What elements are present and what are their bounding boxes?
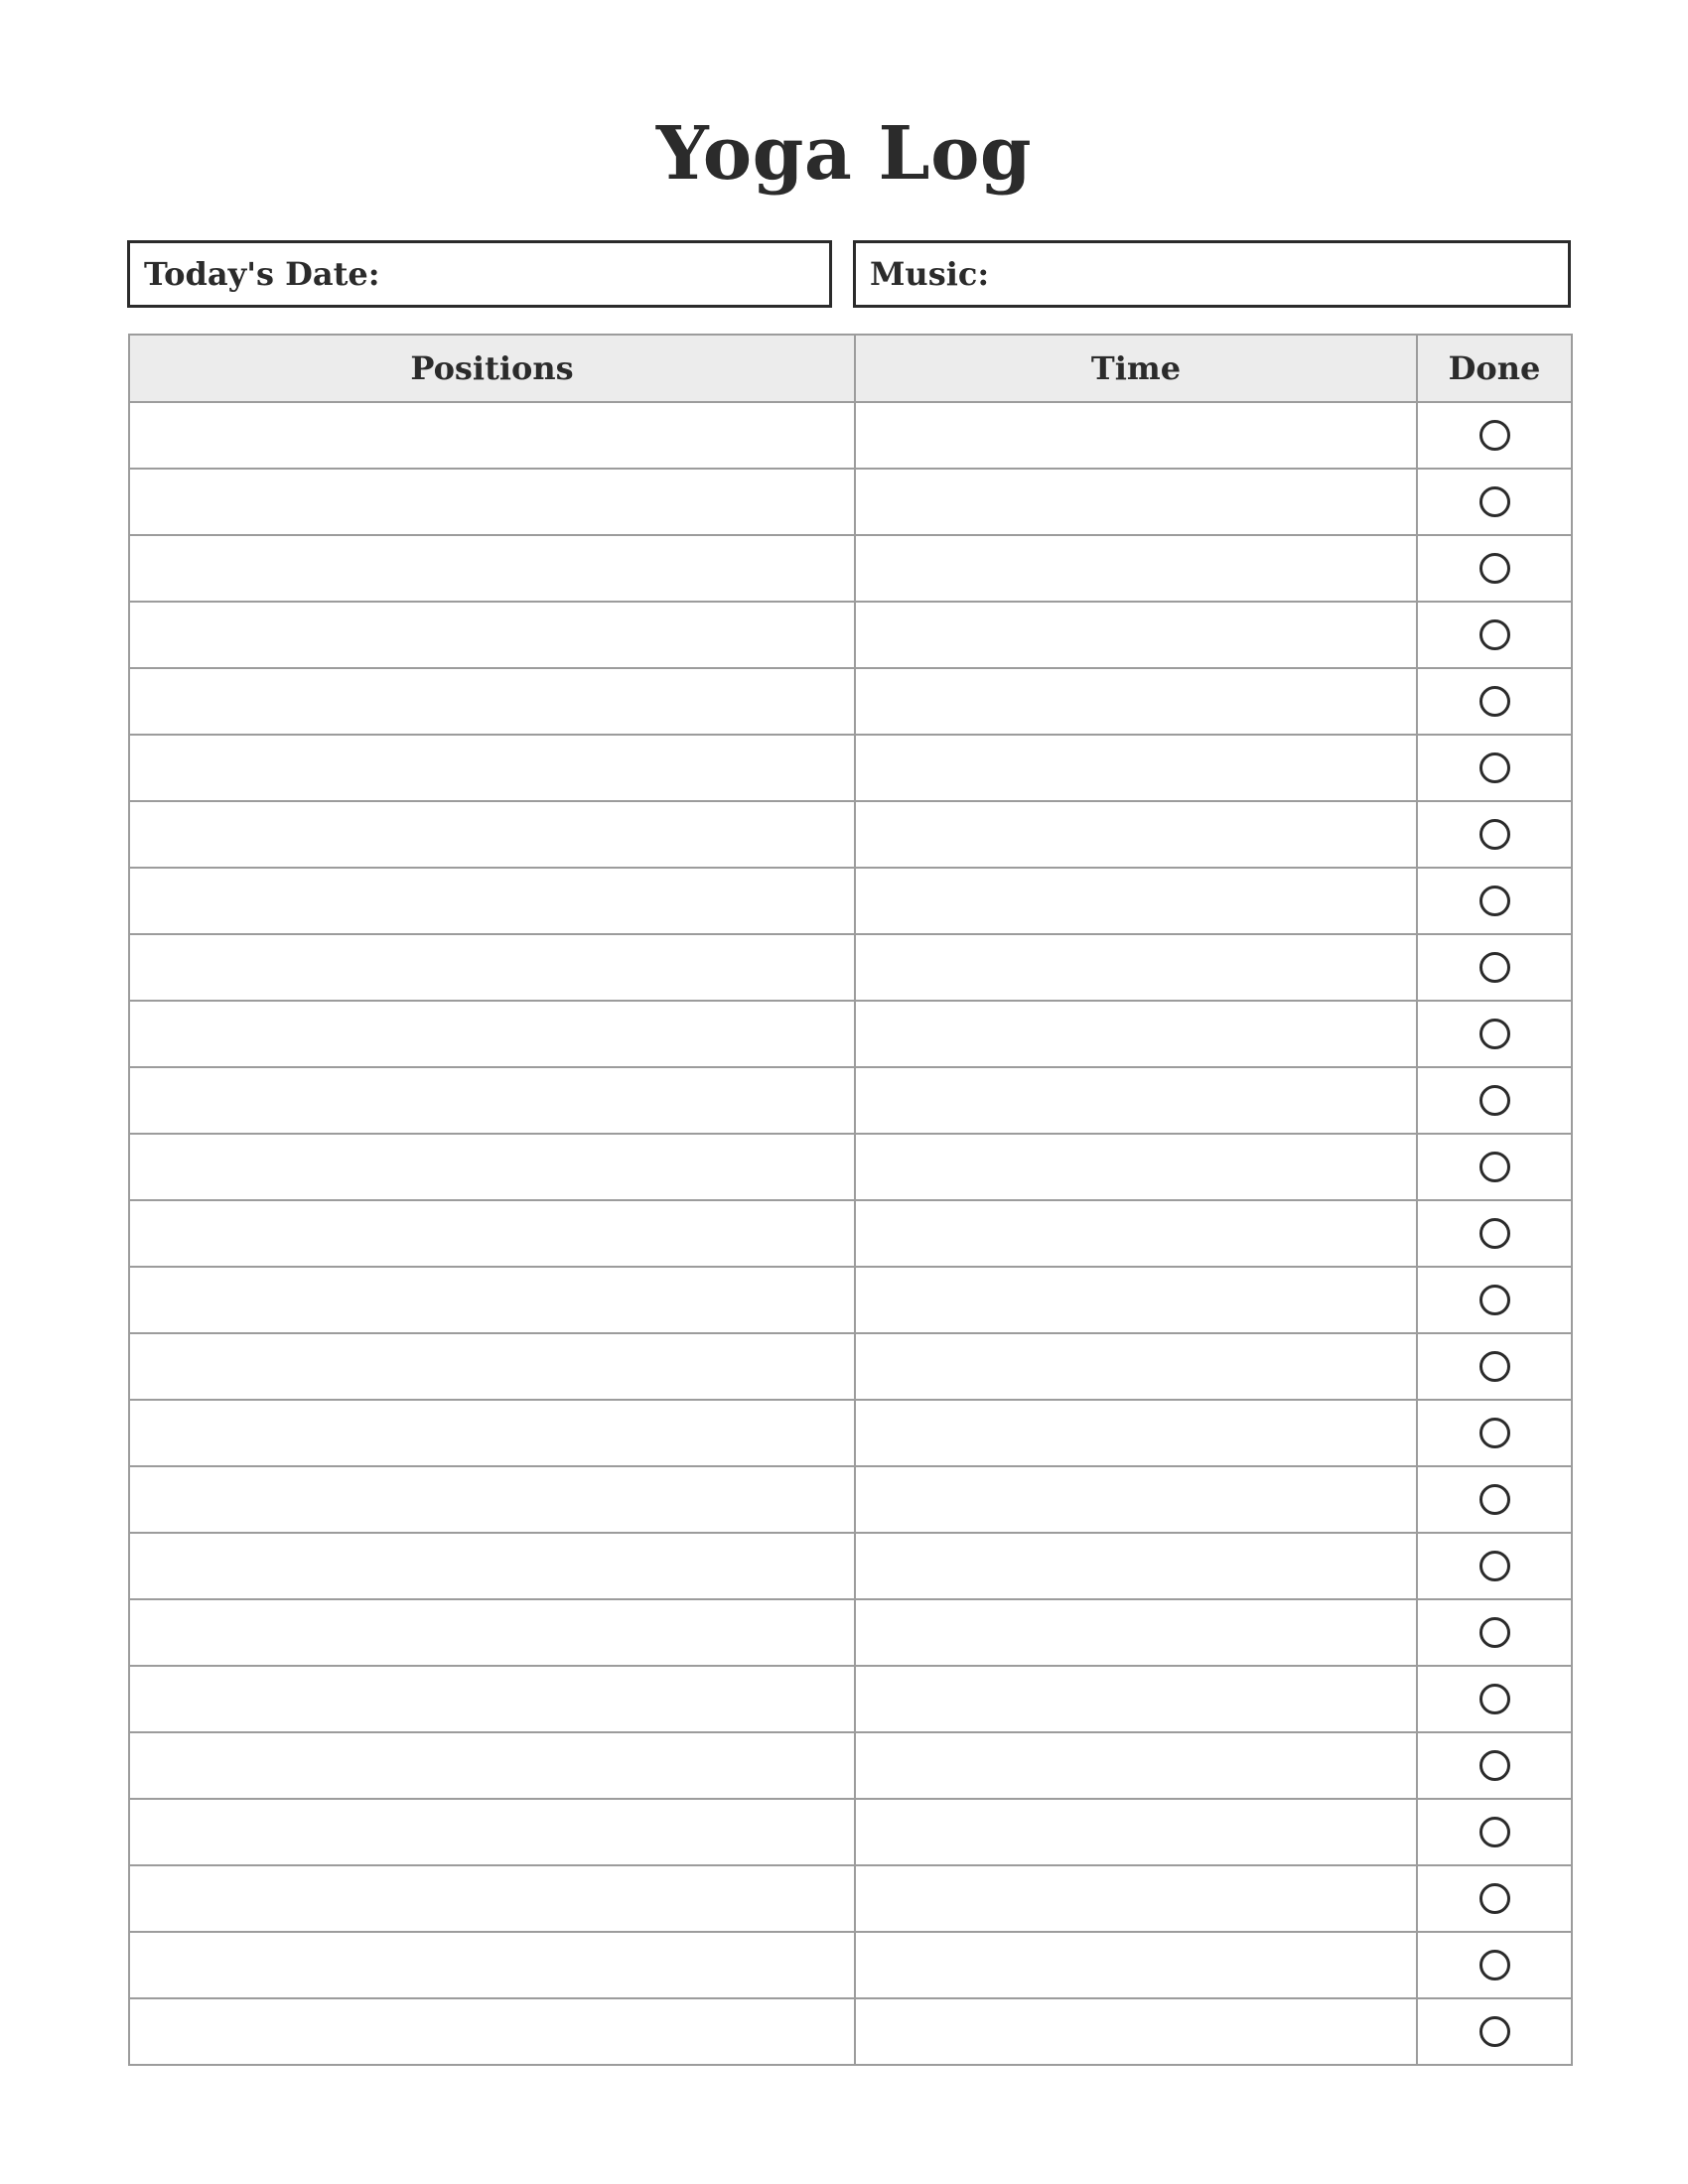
position-cell[interactable] (129, 801, 855, 868)
done-cell (1417, 402, 1572, 469)
table-row (129, 1400, 1572, 1466)
done-checkbox[interactable] (1479, 686, 1510, 717)
table-row (129, 1001, 1572, 1067)
position-cell[interactable] (129, 868, 855, 934)
time-cell[interactable] (855, 868, 1417, 934)
done-checkbox[interactable] (1479, 1950, 1510, 1980)
done-cell (1417, 1001, 1572, 1067)
position-cell[interactable] (129, 1599, 855, 1666)
table-header-row (129, 335, 1572, 402)
done-cell (1417, 1666, 1572, 1732)
done-cell (1417, 735, 1572, 801)
table-row (129, 1932, 1572, 1998)
time-cell[interactable] (855, 535, 1417, 602)
done-checkbox[interactable] (1479, 1750, 1510, 1781)
position-cell[interactable] (129, 1267, 855, 1333)
todays-date-label: Today's Date: (144, 255, 380, 293)
table-row (129, 1799, 1572, 1865)
time-cell[interactable] (855, 668, 1417, 735)
position-cell[interactable] (129, 1799, 855, 1865)
done-cell (1417, 934, 1572, 1001)
table-row (129, 1998, 1572, 2065)
position-cell[interactable] (129, 1400, 855, 1466)
time-cell[interactable] (855, 1599, 1417, 1666)
done-cell (1417, 1998, 1572, 2065)
time-cell[interactable] (855, 1666, 1417, 1732)
position-cell[interactable] (129, 1533, 855, 1599)
table-row (129, 1533, 1572, 1599)
table-row (129, 1732, 1572, 1799)
position-cell[interactable] (129, 1932, 855, 1998)
position-cell[interactable] (129, 469, 855, 535)
position-cell[interactable] (129, 668, 855, 735)
time-cell[interactable] (855, 1001, 1417, 1067)
table-row (129, 1666, 1572, 1732)
done-cell (1417, 1599, 1572, 1666)
done-cell (1417, 1200, 1572, 1267)
position-cell[interactable] (129, 1732, 855, 1799)
table-row (129, 1200, 1572, 1267)
time-cell[interactable] (855, 1267, 1417, 1333)
position-cell[interactable] (129, 1001, 855, 1067)
done-checkbox[interactable] (1479, 886, 1510, 916)
done-cell (1417, 1067, 1572, 1134)
music-field[interactable] (853, 240, 1571, 308)
time-cell[interactable] (855, 1932, 1417, 1998)
done-column-header: Done (1417, 335, 1572, 402)
table-row (129, 1267, 1572, 1333)
position-cell[interactable] (129, 535, 855, 602)
time-cell[interactable] (855, 1067, 1417, 1134)
time-cell[interactable] (855, 1333, 1417, 1400)
time-cell[interactable] (855, 469, 1417, 535)
done-cell (1417, 469, 1572, 535)
done-cell (1417, 535, 1572, 602)
done-cell (1417, 1466, 1572, 1533)
done-checkbox[interactable] (1479, 819, 1510, 850)
table-row (129, 1067, 1572, 1134)
done-cell (1417, 1134, 1572, 1200)
done-checkbox[interactable] (1479, 1285, 1510, 1315)
position-cell[interactable] (129, 1998, 855, 2065)
done-cell (1417, 1732, 1572, 1799)
position-cell[interactable] (129, 1466, 855, 1533)
done-checkbox[interactable] (1479, 752, 1510, 783)
done-checkbox[interactable] (1479, 1351, 1510, 1382)
time-cell[interactable] (855, 934, 1417, 1001)
done-cell (1417, 868, 1572, 934)
done-checkbox[interactable] (1479, 420, 1510, 451)
done-cell (1417, 1267, 1572, 1333)
done-checkbox[interactable] (1479, 1218, 1510, 1249)
position-cell[interactable] (129, 735, 855, 801)
position-cell[interactable] (129, 1333, 855, 1400)
todays-date-field[interactable] (127, 240, 832, 308)
done-checkbox[interactable] (1479, 1617, 1510, 1648)
time-column-header: Time (855, 335, 1417, 402)
done-checkbox[interactable] (1479, 952, 1510, 983)
table-row (129, 1466, 1572, 1533)
table-row (129, 1865, 1572, 1932)
done-cell (1417, 602, 1572, 668)
time-cell[interactable] (855, 1400, 1417, 1466)
done-checkbox[interactable] (1479, 1484, 1510, 1515)
table-row (129, 1333, 1572, 1400)
table-row (129, 535, 1572, 602)
done-checkbox[interactable] (1479, 1684, 1510, 1714)
time-cell[interactable] (855, 1200, 1417, 1267)
done-cell (1417, 1333, 1572, 1400)
music-label: Music: (870, 255, 990, 293)
position-cell[interactable] (129, 402, 855, 469)
table-row (129, 668, 1572, 735)
time-cell[interactable] (855, 1466, 1417, 1533)
table-row (129, 735, 1572, 801)
done-cell (1417, 1533, 1572, 1599)
done-checkbox[interactable] (1479, 1152, 1510, 1182)
position-cell[interactable] (129, 1134, 855, 1200)
table-row (129, 402, 1572, 469)
time-cell[interactable] (855, 1134, 1417, 1200)
done-cell (1417, 1799, 1572, 1865)
position-cell[interactable] (129, 1865, 855, 1932)
time-cell[interactable] (855, 602, 1417, 668)
time-cell[interactable] (855, 1533, 1417, 1599)
positions-column-header: Positions (129, 335, 855, 402)
position-cell[interactable] (129, 934, 855, 1001)
done-cell (1417, 1400, 1572, 1466)
table-row (129, 801, 1572, 868)
table-body (129, 402, 1572, 2065)
time-cell[interactable] (855, 1998, 1417, 2065)
time-cell[interactable] (855, 735, 1417, 801)
done-cell (1417, 668, 1572, 735)
table-row (129, 602, 1572, 668)
done-checkbox[interactable] (1479, 1418, 1510, 1448)
time-cell[interactable] (855, 402, 1417, 469)
done-checkbox[interactable] (1479, 2016, 1510, 2047)
done-checkbox[interactable] (1479, 1085, 1510, 1116)
table-row (129, 469, 1572, 535)
done-checkbox[interactable] (1479, 1551, 1510, 1581)
done-checkbox[interactable] (1479, 486, 1510, 517)
table-row (129, 1599, 1572, 1666)
table-row (129, 1134, 1572, 1200)
position-cell[interactable] (129, 1666, 855, 1732)
done-checkbox[interactable] (1479, 553, 1510, 584)
table-row (129, 934, 1572, 1001)
done-cell (1417, 801, 1572, 868)
done-cell (1417, 1865, 1572, 1932)
position-cell[interactable] (129, 602, 855, 668)
done-checkbox[interactable] (1479, 1019, 1510, 1049)
yoga-log-table (128, 334, 1573, 2066)
time-cell[interactable] (855, 1865, 1417, 1932)
done-checkbox[interactable] (1479, 1883, 1510, 1914)
time-cell[interactable] (855, 801, 1417, 868)
table-row (129, 868, 1572, 934)
done-checkbox[interactable] (1479, 619, 1510, 650)
time-cell[interactable] (855, 1799, 1417, 1865)
page-title: Yoga Log (655, 111, 1033, 197)
done-cell (1417, 1932, 1572, 1998)
done-checkbox[interactable] (1479, 1817, 1510, 1847)
position-cell[interactable] (129, 1200, 855, 1267)
time-cell[interactable] (855, 1732, 1417, 1799)
position-cell[interactable] (129, 1067, 855, 1134)
